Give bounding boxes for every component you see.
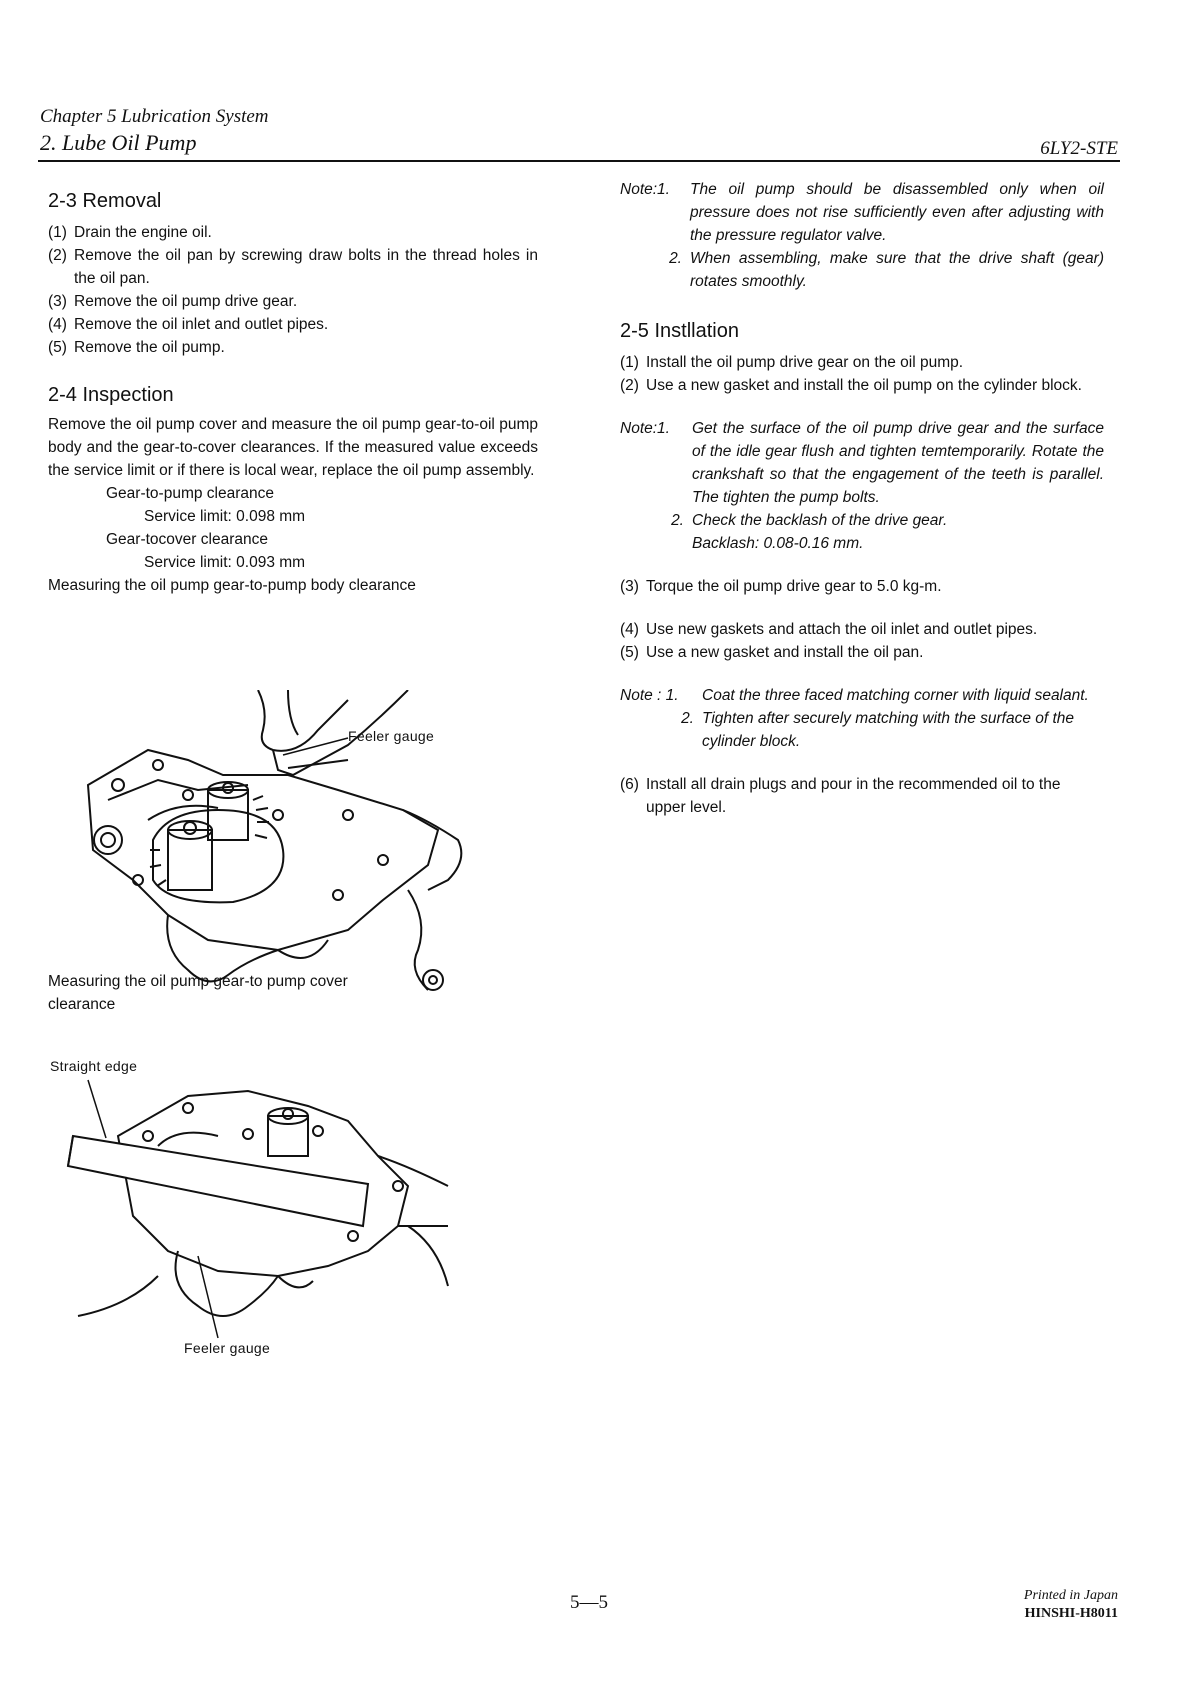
header-rule <box>38 160 1120 162</box>
step-number: (4) <box>620 621 639 638</box>
model-code: 6LY2-STE <box>1040 138 1118 159</box>
installation-note-2 <box>620 684 1104 753</box>
section-title: 2. Lube Oil Pump <box>40 130 197 155</box>
list-item <box>620 773 1104 819</box>
step-number: (6) <box>620 776 639 793</box>
figure-2-caption: Measuring the oil pump gear-to pump cover clearance <box>48 973 348 1013</box>
list-item <box>48 313 538 336</box>
page-number: 5—5 <box>570 1592 608 1613</box>
document-code: HINSHI-H8011 <box>1024 1606 1118 1621</box>
step-text: Remove the oil pan by screwing draw bolts in the thread holes in the oil pan. <box>74 247 538 287</box>
list-item <box>620 618 1104 641</box>
list-item <box>48 221 538 244</box>
clearance-2-label: Gear-tocover clearance <box>106 531 268 548</box>
note-item-2: When assembling, make sure that the drive shaft (gear) rotates smoothly. <box>690 250 1104 290</box>
step-text: Use a new gasket and install the oil pump on the cylinder block. <box>646 377 1082 394</box>
list-item <box>620 641 1104 664</box>
note-prefix: Note : 1. <box>620 687 679 704</box>
step-text: Use new gaskets and attach the oil inlet and outlet pipes. <box>646 621 1038 638</box>
inspection-section <box>48 384 538 597</box>
pump-cover-illustration <box>48 1076 468 1366</box>
note-item-1: Get the surface of the oil pump drive gear and the surface of the idle gear flush and tighten temtemporarily. Rotate the crankshaft so that the engagement of the teeth is parallel. The tighten the pump bolts. <box>692 420 1104 506</box>
list-item <box>48 336 538 359</box>
figure-2-pump-cover <box>48 1058 468 1366</box>
note-item-2: Check the backlash of the drive gear. <box>692 512 948 529</box>
step-number: (2) <box>48 247 67 264</box>
removal-steps <box>48 221 538 359</box>
feeler-gauge-label: Feeler gauge <box>348 728 435 744</box>
note-item-2: Tighten after securely matching with the surface of the cylinder block. <box>702 710 1075 750</box>
backlash-value: Backlash: 0.08-0.16 mm. <box>692 535 864 552</box>
removal-section <box>48 190 538 359</box>
step-text: Remove the oil pump drive gear. <box>74 293 298 310</box>
step-number: (2) <box>620 377 639 394</box>
step-number: (1) <box>620 354 639 371</box>
step-number: (4) <box>48 316 67 333</box>
step-text: Install all drain plugs and pour in the recommended oil to the upper level. <box>646 776 1061 816</box>
installation-section <box>620 320 1104 819</box>
step-text: Use a new gasket and install the oil pan. <box>646 644 924 661</box>
clearance-1-limit: Service limit: 0.098 mm <box>144 508 306 525</box>
step-text: Drain the engine oil. <box>74 224 212 241</box>
step-text: Remove the oil pump. <box>74 339 225 356</box>
removal-heading: 2-3 Removal <box>48 190 162 212</box>
list-item <box>620 374 1104 397</box>
clearance-2-limit: Service limit: 0.093 mm <box>144 554 306 571</box>
step-text: Torque the oil pump drive gear to 5.0 kg-m. <box>646 578 942 595</box>
clearance-1-label: Gear-to-pump clearance <box>106 485 274 502</box>
straight-edge-label: Straight edge <box>50 1058 138 1074</box>
chapter-title: Chapter 5 Lubrication System <box>40 106 269 127</box>
note-num-2: 2. <box>671 512 684 529</box>
inspection-body: Remove the oil pump cover and measure the oil pump gear-to-oil pump body and the gear-to-cover clearances. If the measured value exceeds the service limit or if there is local wear, replace the oil pump assembly. <box>48 416 538 479</box>
note-num-2: 2. <box>681 710 694 727</box>
step-number: (1) <box>48 224 67 241</box>
list-item <box>48 244 538 290</box>
list-item <box>620 351 1104 374</box>
step-text: Install the oil pump drive gear on the oil pump. <box>646 354 964 371</box>
step-number: (3) <box>620 578 639 595</box>
note-num-2: 2. <box>669 250 682 267</box>
step-number: (3) <box>48 293 67 310</box>
note-prefix: Note:1. <box>620 420 670 437</box>
note-item-1: Coat the three faced matching corner with liquid sealant. <box>702 687 1089 704</box>
step-number: (5) <box>620 644 639 661</box>
step-text: Remove the oil inlet and outlet pipes. <box>74 316 329 333</box>
step-number: (5) <box>48 339 67 356</box>
inspection-heading: 2-4 Inspection <box>48 384 174 406</box>
note-prefix: Note:1. <box>620 181 670 198</box>
installation-note-1 <box>620 417 1104 555</box>
list-item <box>48 290 538 313</box>
list-item <box>620 575 1104 598</box>
figure-1-caption: Measuring the oil pump gear-to-pump body clearance <box>48 577 416 594</box>
feeler-gauge-label-2: Feeler gauge <box>184 1340 271 1356</box>
printed-note: Printed in Japan <box>1023 1588 1118 1603</box>
installation-heading: 2-5 Instllation <box>620 320 739 342</box>
note-item-1: The oil pump should be disassembled only when oil pressure does not rise sufficiently even after adjusting with the pressure regulator valve. <box>690 181 1104 244</box>
note-top <box>620 178 1104 293</box>
